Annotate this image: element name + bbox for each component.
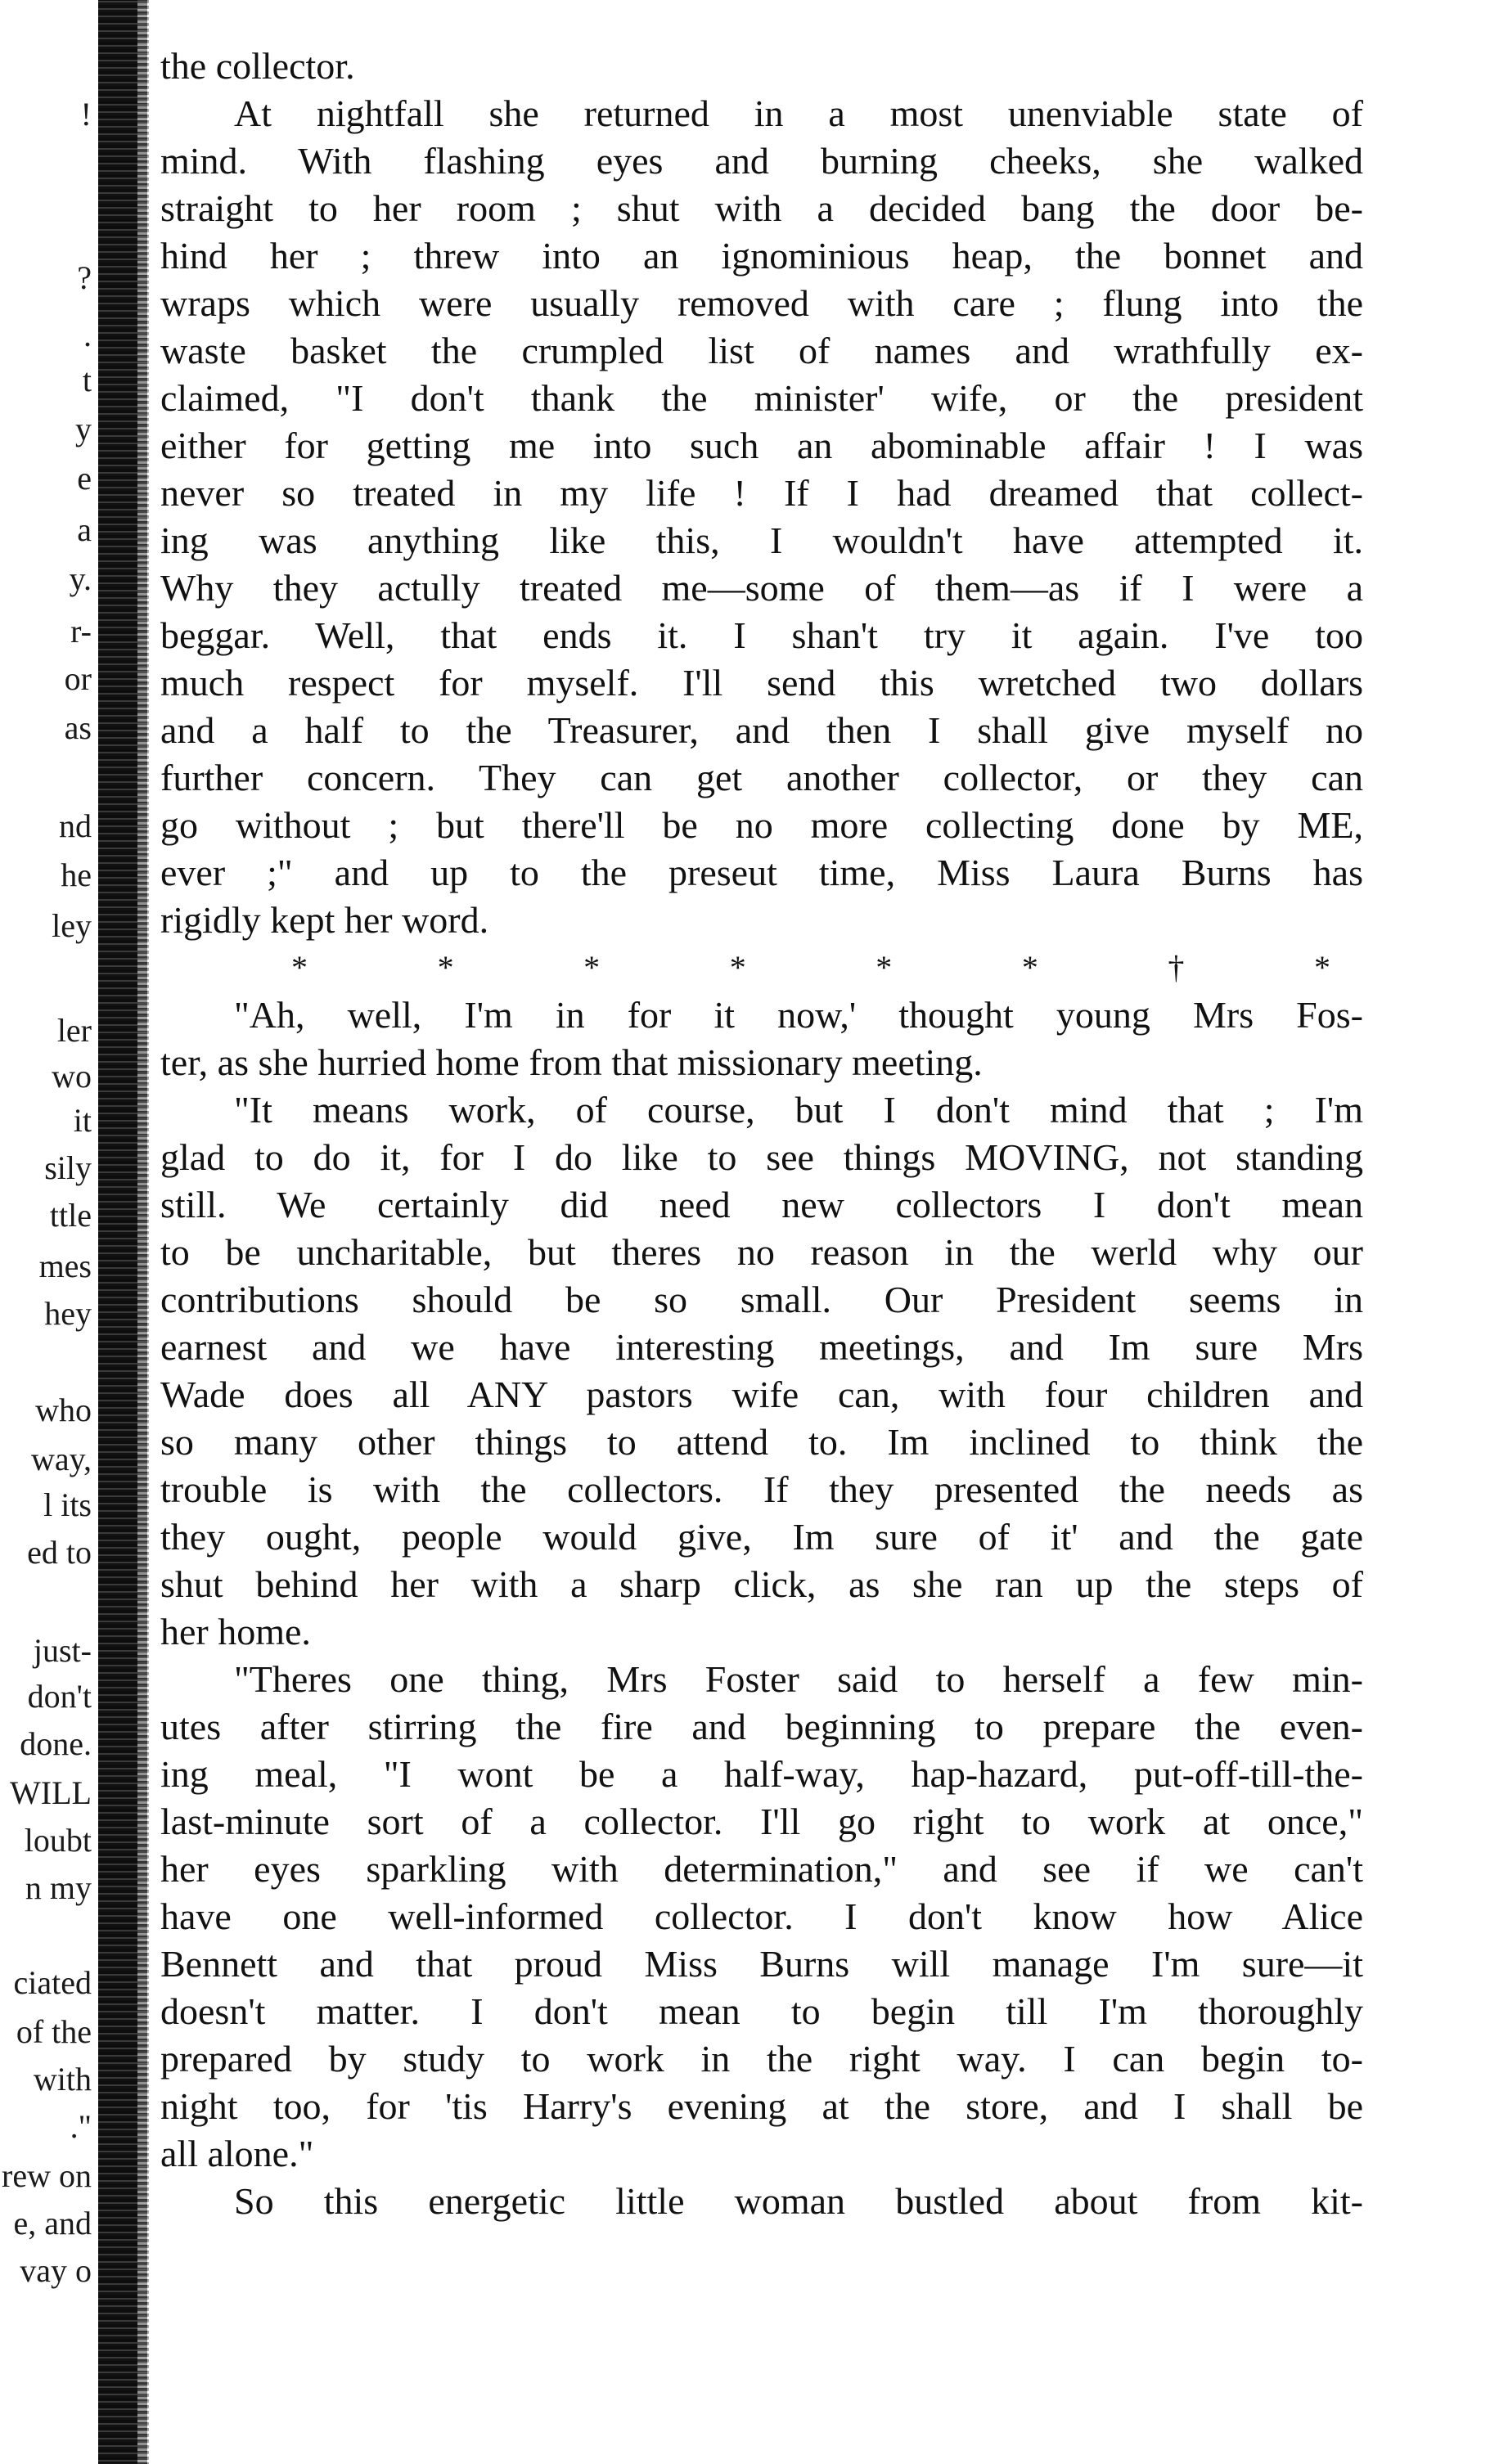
adjacent-page-fragment: or: [64, 660, 92, 697]
text-line: ever ;" and up to the preseut time, Miss Laura Burns has: [160, 852, 1363, 893]
adjacent-page-fragments: [0, 0, 98, 2464]
adjacent-page-fragment: ley: [52, 907, 92, 944]
text-line: either for getting me into such an abominable affair ! I was: [160, 425, 1363, 466]
adjacent-page-fragment: WILL: [10, 1774, 92, 1811]
text-line: Why they actully treated me—some of them—as if I were a: [160, 567, 1363, 609]
text-line: At nightfall she returned in a most unenviable state of: [234, 92, 1363, 134]
text-line: straight to her room ; shut with a decided bang the door be-: [160, 187, 1363, 229]
text-line: earnest and we have interesting meetings, and Im sure Mrs: [160, 1326, 1363, 1368]
adjacent-page-fragment: hey: [44, 1295, 92, 1332]
adjacent-page-fragment: just-: [33, 1632, 92, 1669]
divider-mark: *: [1313, 949, 1330, 986]
adjacent-page-fragment: ler: [56, 1012, 92, 1049]
text-line: have one well-informed collector. I don't know how Alice: [160, 1895, 1363, 1937]
text-line: Bennett and that proud Miss Burns will manage I'm sure—it: [160, 1943, 1363, 1985]
divider-mark: *: [729, 949, 746, 986]
adjacent-page-fragment: it: [73, 1102, 92, 1139]
adjacent-page-fragment: n my: [25, 1869, 92, 1906]
divider-mark: *: [1021, 949, 1038, 986]
text-line: to be uncharitable, but theres no reason in the werld why our: [160, 1231, 1363, 1273]
text-line: "Ah, well, I'm in for it now,' thought young Mrs Fos-: [234, 994, 1363, 1036]
adjacent-page-fragment: don't: [27, 1678, 92, 1715]
adjacent-page-fragment: e, and: [13, 2205, 92, 2241]
adjacent-page-fragment: wo: [52, 1058, 92, 1095]
adjacent-page-fragment: ciated: [13, 1964, 92, 2001]
text-line: her home.: [160, 1611, 311, 1652]
text-line: "Theres one thing, Mrs Foster said to herself a few min-: [234, 1658, 1363, 1700]
text-line: and a half to the Treasurer, and then I shall give myself no: [160, 709, 1363, 751]
adjacent-page-fragment: sily: [44, 1149, 92, 1186]
text-line: so many other things to attend to. Im inclined to think the: [160, 1421, 1363, 1463]
text-line: still. We certainly did need new collectors I don't mean: [160, 1184, 1363, 1225]
adjacent-page-fragment: !: [80, 96, 92, 133]
adjacent-page-fragment: t: [82, 362, 92, 398]
adjacent-page-fragment: who: [35, 1392, 92, 1428]
adjacent-page-fragment: .": [70, 2108, 92, 2145]
text-line: mind. With flashing eyes and burning cheeks, she walked: [160, 140, 1363, 182]
text-line: ing was anything like this, I wouldn't have attempted it.: [160, 519, 1363, 561]
divider-mark: *: [437, 949, 454, 986]
text-line: hind her ; threw into an ignominious heap, the bonnet and: [160, 235, 1363, 277]
text-line: go without ; but there'll be no more collecting done by ME,: [160, 804, 1363, 846]
adjacent-page-fragment: with: [33, 2061, 92, 2098]
adjacent-page-fragment: rew on: [2, 2157, 92, 2194]
adjacent-page-fragment: way,: [30, 1441, 92, 1477]
text-line: Wade does all ANY pastors wife can, with four children and: [160, 1374, 1363, 1415]
text-line: shut behind her with a sharp click, as she ran up the steps of: [160, 1563, 1363, 1605]
adjacent-page-fragment: mes: [38, 1248, 92, 1284]
adjacent-page-fragment: y: [75, 411, 92, 447]
text-line: further concern. They can get another collector, or they can: [160, 757, 1363, 798]
text-line: contributions should be so small. Our President seems in: [160, 1279, 1363, 1320]
divider-mark: *: [876, 949, 893, 986]
text-line: rigidly kept her word.: [160, 899, 489, 941]
text-line: utes after stirring the fire and beginning to prepare the even-: [160, 1706, 1363, 1747]
gutter-edge: [137, 0, 149, 2464]
text-line: they ought, people would give, Im sure of it' and the gate: [160, 1516, 1363, 1558]
text-line: ing meal, "I wont be a half-way, hap-hazard, put-off-till-the-: [160, 1753, 1363, 1795]
text-line: trouble is with the collectors. If they presented the needs as: [160, 1468, 1363, 1510]
adjacent-page-fragment: of the: [16, 2013, 92, 2050]
text-line: never so treated in my life ! If I had dreamed that collect-: [160, 472, 1363, 514]
text-line: all alone.": [160, 2133, 314, 2174]
adjacent-page-fragment: ?: [77, 259, 92, 296]
divider-mark: *: [291, 949, 308, 986]
text-line: last-minute sort of a collector. I'll go right to work at once,": [160, 1801, 1363, 1842]
text-line: wraps which were usually removed with care ; flung into the: [160, 282, 1363, 324]
adjacent-page-fragment: loubt: [24, 1822, 92, 1859]
adjacent-page-fragment: y.: [69, 560, 92, 597]
adjacent-page-fragment: l its: [43, 1486, 92, 1523]
adjacent-page-fragment: r-: [70, 613, 92, 650]
text-line: claimed, "I don't thank the minister' wife, or the president: [160, 377, 1363, 419]
text-line: "It means work, of course, but I don't mind that ; I'm: [234, 1089, 1363, 1131]
text-line: the collector.: [160, 45, 355, 87]
adjacent-page-fragment: ed to: [27, 1534, 92, 1571]
adjacent-page-fragment: vay o: [20, 2252, 92, 2289]
text-line: ter, as she hurried home from that missionary meeting.: [160, 1041, 983, 1083]
text-line: beggar. Well, that ends it. I shan't try it again. I've too: [160, 614, 1363, 656]
adjacent-page-fragment: e: [77, 460, 92, 497]
adjacent-page-fragment: .: [83, 317, 92, 353]
divider-mark: *: [583, 949, 601, 986]
text-line: night too, for 'tis Harry's evening at the store, and I shall be: [160, 2085, 1363, 2127]
adjacent-page-fragment: done.: [20, 1725, 92, 1762]
text-column: [160, 43, 1363, 2225]
divider-mark: †: [1168, 949, 1185, 986]
text-line: doesn't matter. I don't mean to begin till I'm thoroughly: [160, 1990, 1363, 2032]
text-line: So this energetic little woman bustled about from kit-: [234, 2180, 1363, 2222]
adjacent-page-fragment: as: [64, 709, 92, 746]
text-line: her eyes sparkling with determination," and see if we can't: [160, 1848, 1363, 1890]
section-divider: [160, 944, 1363, 991]
text-line: glad to do it, for I do like to see things MOVING, not standing: [160, 1136, 1363, 1178]
text-line: waste basket the crumpled list of names and wrathfully ex-: [160, 330, 1363, 371]
adjacent-page-fragment: nd: [59, 807, 92, 844]
adjacent-page-fragment: he: [61, 857, 92, 893]
adjacent-page-fragment: a: [77, 511, 92, 548]
text-line: much respect for myself. I'll send this wretched two dollars: [160, 662, 1363, 704]
adjacent-page-fragment: ttle: [49, 1197, 92, 1234]
text-line: prepared by study to work in the right way. I can begin to-: [160, 2038, 1363, 2080]
